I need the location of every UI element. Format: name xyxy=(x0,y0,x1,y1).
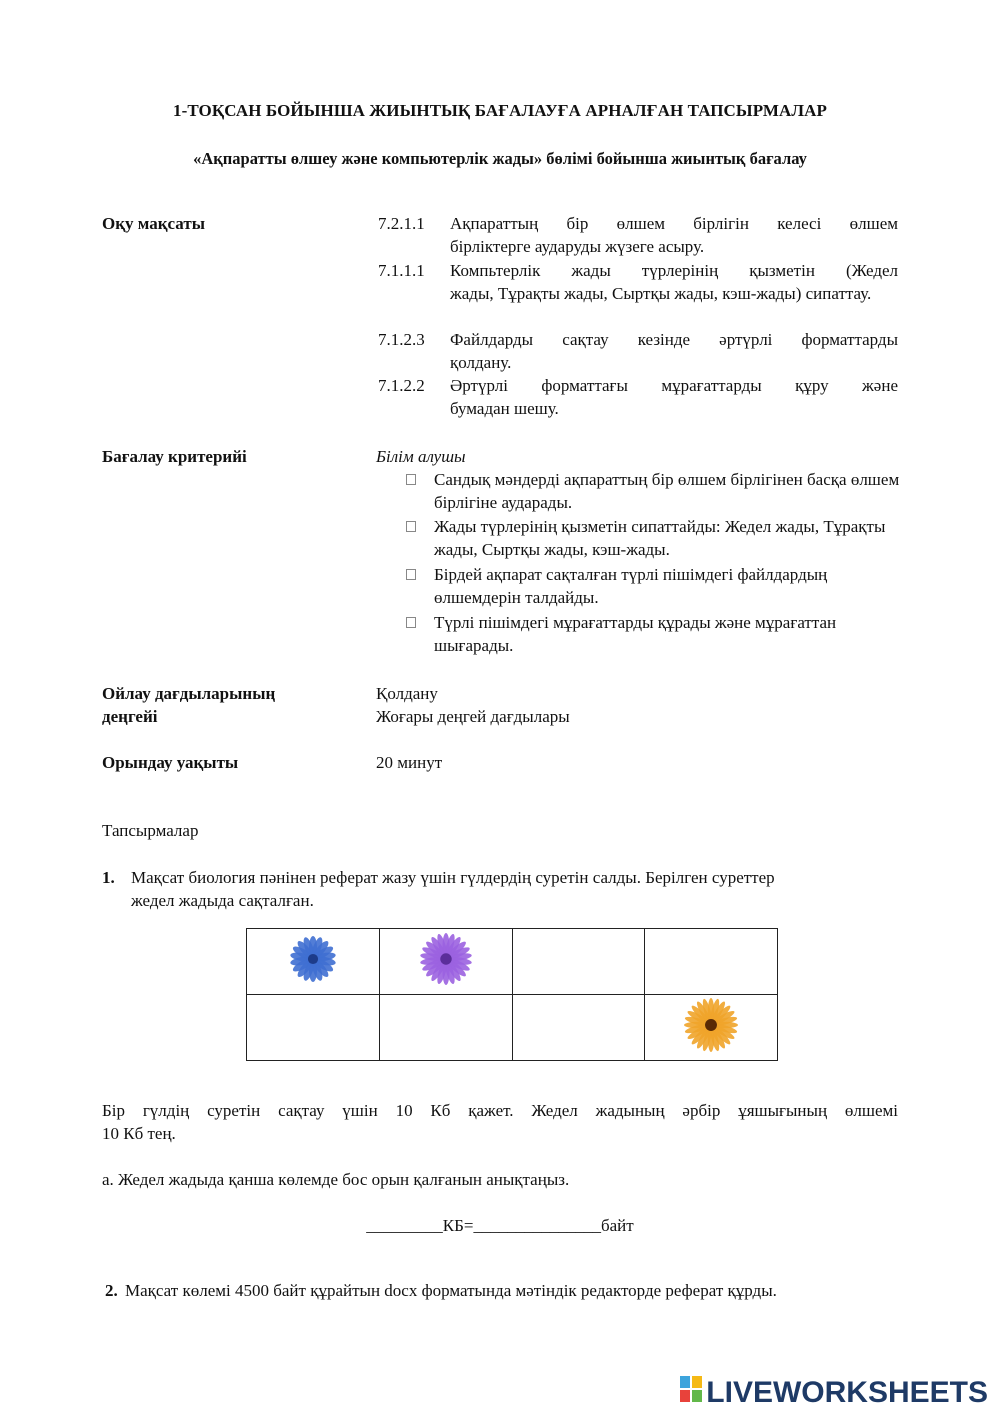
memory-cell xyxy=(645,929,778,995)
task2-number: 2. xyxy=(105,1281,118,1300)
blue-flower-icon xyxy=(288,934,338,984)
objective-text-line1: Компьтерлік жады түрлерінің қызметін (Жедел xyxy=(450,261,898,280)
memory-cell xyxy=(247,929,380,995)
criteria-checkbox-icon xyxy=(406,617,416,628)
objectives-label: Оқу мақсаты xyxy=(102,214,205,233)
task1-text-line2: жедел жадыда сақталған. xyxy=(131,891,314,910)
objective-text-rest: бумадан шешу. xyxy=(450,399,559,418)
thinking-value-line1: Қолдану xyxy=(376,684,438,703)
task1-number: 1. xyxy=(102,868,115,887)
objective-text-rest: бірліктерге аударуды жүзеге асыру. xyxy=(450,237,705,256)
orange-flower-icon xyxy=(682,996,740,1054)
criteria-checkbox-icon xyxy=(406,569,416,580)
page-title: 1-ТОҚСАН БОЙЫНША ЖИЫНТЫҚ БАҒАЛАУҒА АРНАЛҒАН ТАПСЫРМАЛАР xyxy=(172,101,828,120)
purple-flower-icon xyxy=(418,931,474,987)
task2-text: Мақсат көлемі 4500 байт құрайтын docx форматында мәтіндік редакторде реферат құрды. xyxy=(125,1281,777,1300)
objective-text-line1: Әртүрлі форматтағы мұрағаттарды құру және xyxy=(450,376,898,395)
objective-code: 7.1.1.1 xyxy=(378,261,425,280)
objective-text-line1: Файлдарды сақтау кезінде әртүрлі форматтарды xyxy=(450,330,898,349)
criteria-checkbox-icon xyxy=(406,474,416,485)
memory-cell xyxy=(512,995,644,1061)
task1-question-a: а. Жедел жадыда қанша көлемде бос орын қалғанын анықтаңыз. xyxy=(102,1170,570,1189)
memory-cell xyxy=(379,929,512,995)
memory-cell xyxy=(645,995,778,1061)
criteria-item: Түрлі пішімдегі мұрағаттарды құрады және мұрағаттан шығарады. xyxy=(434,613,837,655)
criteria-label: Бағалау критерийі xyxy=(102,447,247,466)
logo-badge-icon xyxy=(680,1376,702,1410)
criteria-intro: Білім алушы xyxy=(376,447,466,466)
thinking-label-line1: Ойлау дағдыларының xyxy=(102,684,276,703)
objective-code: 7.1.2.3 xyxy=(378,330,425,349)
memory-cell xyxy=(247,995,380,1061)
memory-grid xyxy=(246,928,778,1061)
criteria-item: Бірдей ақпарат сақталған түрлі пішімдегі файлдардың өлшемдерін талдайды. xyxy=(434,565,828,607)
logo-text: LIVEWORKSHEETS xyxy=(706,1376,988,1409)
memory-cell xyxy=(379,995,512,1061)
liveworksheets-logo[interactable] xyxy=(680,1376,988,1410)
objective-code: 7.2.1.1 xyxy=(378,214,425,233)
memory-cell xyxy=(512,929,644,995)
thinking-value-line2: Жоғары деңгей дағдылары xyxy=(376,707,570,726)
task1-info-line1: Бір гүлдің суретін сақтау үшін 10 Кб қажет. Жедел жадының әрбір ұяшығының өлшемі xyxy=(102,1101,898,1120)
answer-blank[interactable]: _________КБ=_______________байт xyxy=(366,1216,634,1235)
thinking-label-line2: деңгейі xyxy=(102,707,158,726)
objective-text-rest: жады, Тұрақты жады, Сыртқы жады, кэш-жады) сипаттау. xyxy=(450,284,872,303)
criteria-item: Сандық мәндерді ақпараттың бір өлшем бірлігінен басқа өлшем бірлігіне аударады. xyxy=(434,470,900,512)
objective-text-line1: Ақпараттың бір өлшем бірлігін келесі өлшем xyxy=(450,214,898,233)
task1-info-line2: 10 Кб тең. xyxy=(102,1124,176,1143)
criteria-item: Жады түрлерінің қызметін сипаттайды: Жедел жады, Тұрақты жады, Сыртқы жады, кэш-жады. xyxy=(434,517,886,559)
objective-code: 7.1.2.2 xyxy=(378,376,425,395)
duration-label: Орындау уақыты xyxy=(102,753,239,772)
page-subtitle: «Ақпаратты өлшеу және компьютерлік жады» бөлімі бойынша жиынтық бағалау xyxy=(193,149,807,168)
task1-text-line1: Мақсат биология пәнінен реферат жазу үшін гүлдердің суретін салды. Берілген суреттер xyxy=(131,868,775,887)
objective-text-rest: қолдану. xyxy=(450,353,512,372)
tasks-heading: Тапсырмалар xyxy=(102,821,199,840)
criteria-checkbox-icon xyxy=(406,521,416,532)
duration-value: 20 минут xyxy=(376,753,443,772)
